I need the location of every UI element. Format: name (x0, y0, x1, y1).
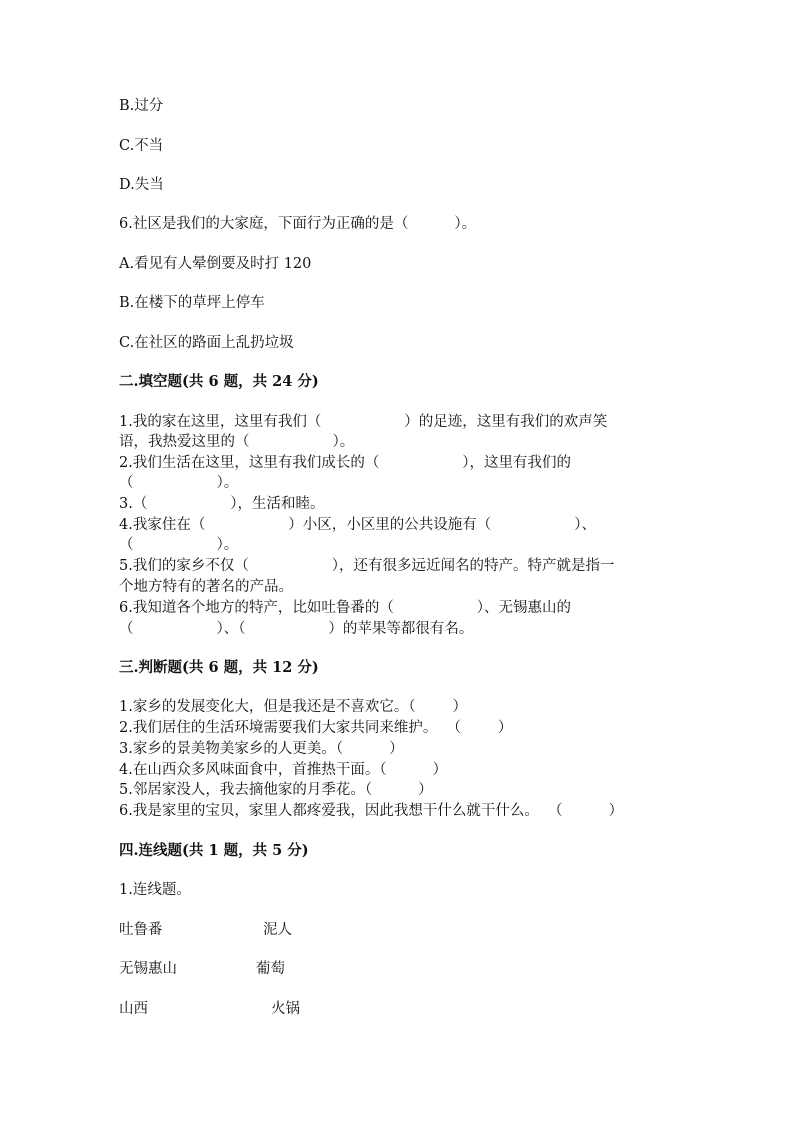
match-left-item: 山西 (119, 1001, 148, 1017)
judge-line: 4.在山西众多风味面食中，首推热干面。（ ） (119, 762, 448, 778)
fill-line: （ ）。 (119, 475, 239, 491)
q5-option-c: C.不当 (119, 138, 164, 154)
q5-option-b: B.过分 (119, 98, 164, 114)
judge-line: 6.我是家里的宝贝，家里人都疼爱我，因此我想干什么就干什么。 （ ） (119, 803, 624, 819)
fill-line: 3.（ ），生活和睦。 (119, 496, 325, 512)
match-left-item: 无锡惠山 (119, 961, 177, 977)
section4-heading: 四.连线题(共 1 题，共 5 分) (119, 842, 309, 859)
judge-line: 3.家乡的景美物美家乡的人更美。（ ） (119, 741, 404, 757)
judge-line: 2.我们居住的生活环境需要我们大家共同来维护。 （ ） (119, 720, 513, 736)
q6-option-b: B.在楼下的草坪上停车 (119, 295, 265, 311)
fill-line: 语，我热爱这里的（ ）。 (119, 434, 355, 450)
q6-option-a: A.看见有人晕倒要及时打 120 (119, 256, 312, 272)
fill-line: 6.我知道各个地方的特产，比如吐鲁番的（ ）、无锡惠山的 (119, 600, 572, 616)
section3-heading: 三.判断题(共 6 题，共 12 分) (119, 659, 319, 676)
match-right-item: 葡萄 (256, 961, 285, 977)
fill-line: 1.我的家在这里，这里有我们（ ）的足迹，这里有我们的欢声笑 (119, 414, 608, 430)
match-right-item: 火锅 (271, 1001, 300, 1017)
fill-line: （ ）。 (119, 537, 239, 553)
fill-line: 4.我家住在（ ）小区，小区里的公共设施有（ ）、 (119, 517, 597, 533)
section2-heading: 二.填空题(共 6 题，共 24 分) (119, 373, 319, 390)
match-left-item: 吐鲁番 (119, 922, 163, 938)
judge-line: 1.家乡的发展变化大，但是我还是不喜欢它。（ ） (119, 699, 467, 715)
matching-question: 1.连线题。 (119, 882, 191, 898)
q5-option-d: D.失当 (119, 177, 164, 193)
match-right-item: 泥人 (263, 922, 292, 938)
q6-option-c: C.在社区的路面上乱扔垃圾 (119, 335, 294, 351)
judge-line: 5.邻居家没人，我去摘他家的月季花。（ ） (119, 782, 433, 798)
fill-line: 5.我们的家乡不仅（ ），还有很多远近闻名的特产。特产就是指一 (119, 558, 615, 574)
fill-line: 个地方特有的著名的产品。 (119, 579, 293, 595)
fill-line: （ ）、（ ）的苹果等都很有名。 (119, 621, 474, 637)
q6-stem: 6.社区是我们的大家庭，下面行为正确的是（ ）。 (119, 216, 477, 232)
fill-line: 2.我们生活在这里，这里有我们成长的（ ），这里有我们的 (119, 455, 572, 471)
